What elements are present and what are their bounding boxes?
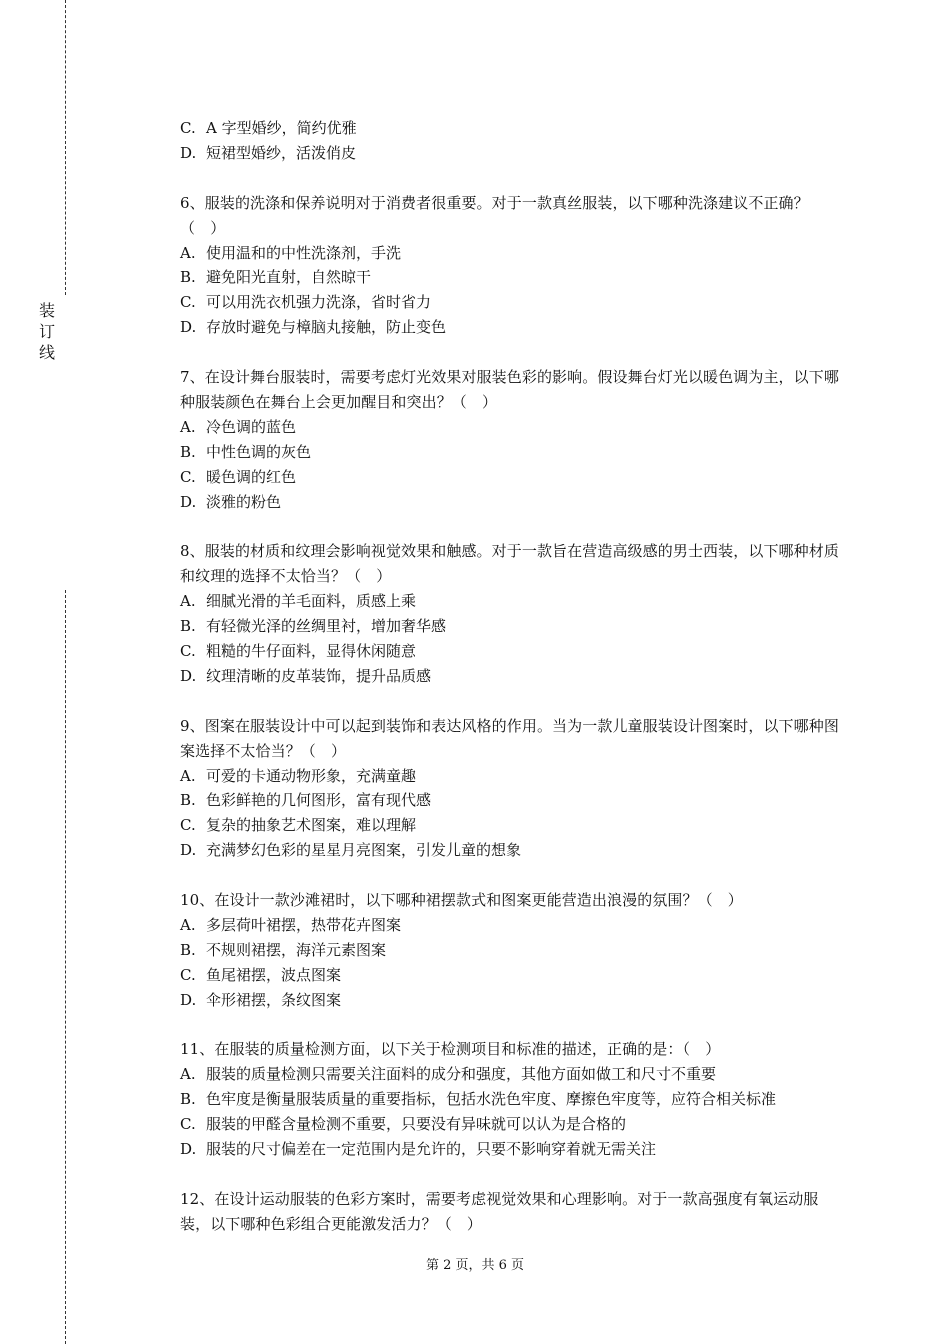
- option-d: D. 存放时避免与樟脑丸接触，防止变色: [180, 318, 447, 337]
- option-b: B. 有轻微光泽的丝绸里衬，增加奢华感: [180, 617, 447, 636]
- option-d: D. 淡雅的粉色: [180, 492, 282, 511]
- question-8: [180, 539, 846, 688]
- option-b: B. 中性色调的灰色: [180, 442, 312, 461]
- previous-question-options: [180, 116, 846, 166]
- question-text: 11、在服装的质量检测方面，以下关于检测项目和标准的描述，正确的是：（ ）: [180, 1040, 721, 1059]
- option-c: C. 可以用洗衣机强力洗涤，省时省力: [180, 293, 432, 312]
- option-c: C. 粗糙的牛仔面料，显得休闲随意: [180, 641, 417, 660]
- option-b: B. 不规则裙摆，海洋元素图案: [180, 940, 387, 959]
- question-12: [180, 1187, 846, 1237]
- question-7: [180, 365, 846, 514]
- option-d: D. 短裙型婚纱，活泼俏皮: [180, 143, 357, 162]
- binding-dashed-line-top: [65, 0, 66, 295]
- option-c: C. 暖色调的红色: [180, 467, 297, 486]
- option-c: C. 复杂的抽象艺术图案，难以理解: [180, 816, 417, 835]
- option-b: B. 色牢度是衡量服装质量的重要指标，包括水洗色牢度、摩擦色牢度等，应符合相关标准: [180, 1090, 777, 1109]
- question-text: 6、服装的洗涤和保养说明对于消费者很重要。对于一款真丝服装，以下哪种洗涤建议不正确？（ ）: [180, 193, 809, 237]
- question-text: 12、在设计运动服装的色彩方案时，需要考虑视觉效果和心理影响。对于一款高强度有氧运动服装，以下哪种色彩组合更能激发活力？（ ）: [180, 1189, 819, 1233]
- option-d: D. 服装的尺寸偏差在一定范围内是允许的，只要不影响穿着就无需关注: [180, 1140, 657, 1159]
- page-footer: 第 2 页，共 6 页: [425, 1258, 525, 1273]
- option-c: C. A 字型婚纱，简约优雅: [180, 119, 357, 137]
- option-a: A. 可爱的卡通动物形象，充满童趣: [180, 766, 417, 785]
- option-a: A. 多层荷叶裙摆，热带花卉图案: [180, 915, 402, 934]
- option-a: A. 冷色调的蓝色: [180, 417, 297, 436]
- question-text: 10、在设计一款沙滩裙时，以下哪种裙摆款式和图案更能营造出浪漫的氛围？（ ）: [180, 891, 743, 910]
- question-text: 7、在设计舞台服装时，需要考虑灯光效果对服装色彩的影响。假设舞台灯光以暖色调为主，以下哪种服装颜色在舞台上会更加醒目和突出？（ ）: [180, 368, 839, 411]
- option-d: D. 纹理清晰的皮革装饰，提升品质感: [180, 666, 432, 685]
- option-d: D. 伞形裙摆，条纹图案: [180, 990, 342, 1009]
- binding-dashed-line-bottom: [65, 590, 66, 1344]
- option-b: B. 色彩鲜艳的几何图形，富有现代感: [180, 791, 432, 810]
- question-text: 8、服装的材质和纹理会影响视觉效果和触感。对于一款旨在营造高级感的男士西装，以下哪种材质和纹理的选择不太恰当？（ ）: [180, 542, 839, 586]
- option-c: C. 鱼尾裙摆，波点图案: [180, 965, 342, 984]
- option-a: A. 使用温和的中性洗涤剂，手洗: [180, 243, 402, 262]
- exam-content: [180, 116, 846, 1237]
- question-11: [180, 1037, 846, 1162]
- option-d: D. 充满梦幻色彩的星星月亮图案，引发儿童的想象: [180, 841, 522, 860]
- option-a: A. 服装的质量检测只需要关注面料的成分和强度，其他方面如做工和尺寸不重要: [180, 1065, 717, 1084]
- binding-line-label: 装订线: [38, 301, 55, 362]
- option-b: B. 避免阳光直射，自然晾干: [180, 268, 372, 287]
- question-9: [180, 714, 846, 863]
- option-a: A. 细腻光滑的羊毛面料，质感上乘: [180, 592, 417, 611]
- question-text: 9、图案在服装设计中可以起到装饰和表达风格的作用。当为一款儿童服装设计图案时，以下哪种图案选择不太恰当？（ ）: [180, 716, 839, 760]
- question-6: [180, 191, 846, 340]
- question-10: [180, 888, 846, 1013]
- option-c: C. 服装的甲醛含量检测不重要，只要没有异味就可以认为是合格的: [180, 1115, 627, 1134]
